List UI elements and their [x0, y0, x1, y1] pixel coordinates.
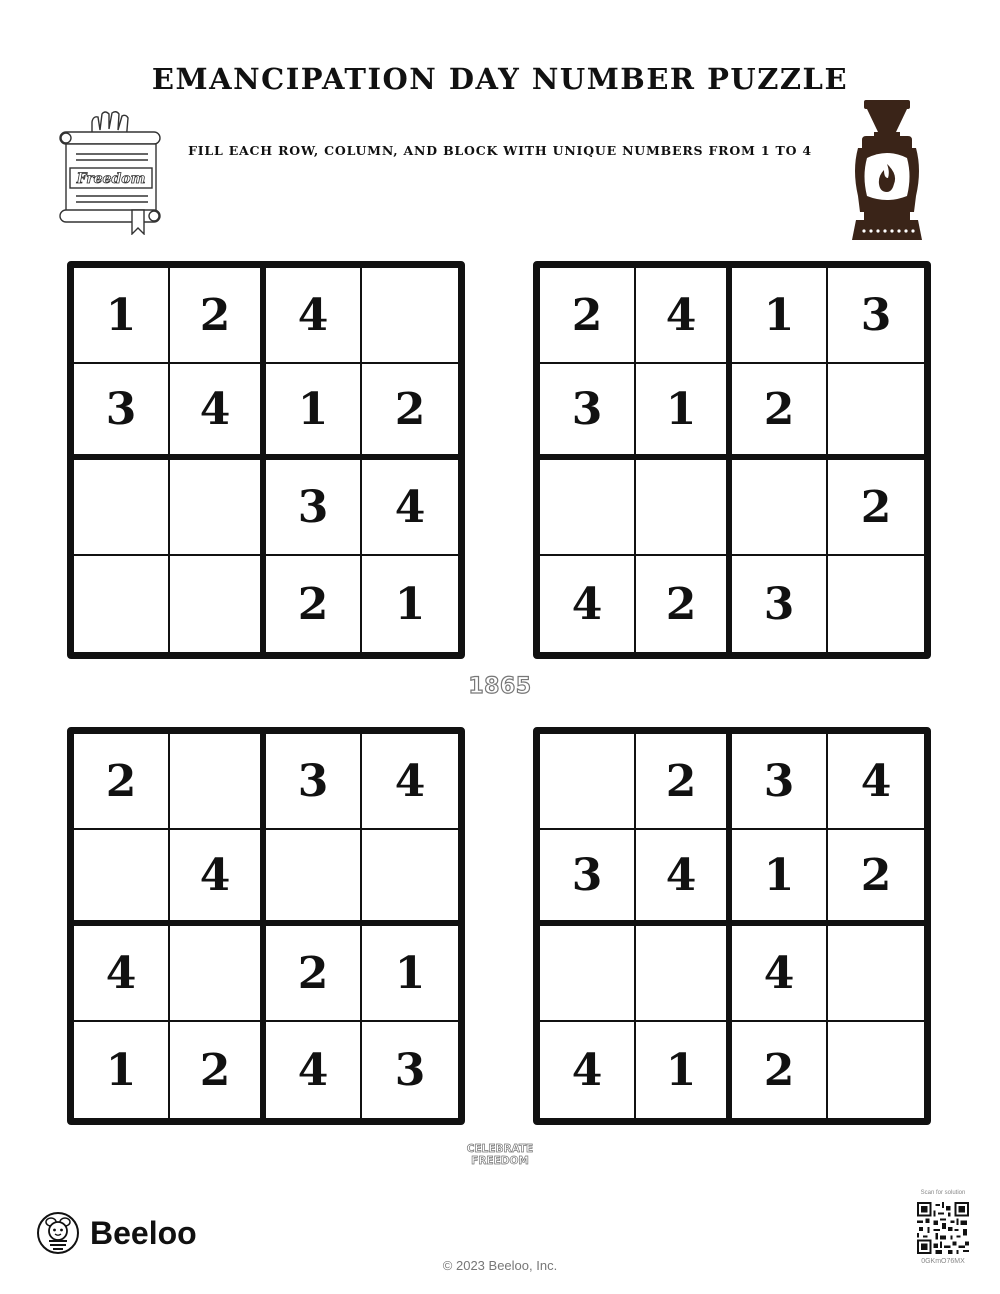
- grid-cell[interactable]: [828, 1022, 924, 1118]
- grid-cell[interactable]: 3: [266, 460, 362, 556]
- grid-cell[interactable]: [540, 734, 636, 830]
- grid-cell[interactable]: 1: [362, 926, 458, 1022]
- lantern-icon: [852, 100, 922, 246]
- grid-cell[interactable]: 2: [362, 364, 458, 460]
- grid-cell[interactable]: 1: [636, 364, 732, 460]
- grid-cell[interactable]: [540, 926, 636, 1022]
- grid-cell[interactable]: 4: [732, 926, 828, 1022]
- qr-code-icon[interactable]: [917, 1202, 969, 1254]
- grid-cell[interactable]: 1: [74, 268, 170, 364]
- grid-cell[interactable]: 4: [540, 1022, 636, 1118]
- brand-logo[interactable]: [36, 1211, 197, 1255]
- brand-name: Beeloo: [90, 1214, 197, 1251]
- grid-cell[interactable]: 2: [636, 734, 732, 830]
- grid-cell[interactable]: [170, 460, 266, 556]
- grid-cell[interactable]: 3: [540, 830, 636, 926]
- grid-cell[interactable]: [362, 830, 458, 926]
- grid-cell[interactable]: 4: [828, 734, 924, 830]
- grid-cell[interactable]: 1: [732, 268, 828, 364]
- grid-cell[interactable]: 4: [362, 460, 458, 556]
- grid-cell[interactable]: [74, 460, 170, 556]
- scroll-label: Freedom: [76, 171, 146, 187]
- instructions: FILL EACH ROW, COLUMN, AND BLOCK WITH UNIQUE NUMBERS FROM 1 TO 4: [188, 143, 812, 158]
- grid-cell[interactable]: 2: [266, 926, 362, 1022]
- grid-cell[interactable]: 1: [636, 1022, 732, 1118]
- copyright: © 2023 Beeloo, Inc.: [442, 1258, 558, 1273]
- grid-cell[interactable]: 2: [540, 268, 636, 364]
- sudoku-grid-1: [67, 261, 465, 659]
- grid-cell[interactable]: 4: [170, 830, 266, 926]
- grid-cell[interactable]: 4: [266, 1022, 362, 1118]
- grid-cell[interactable]: 3: [394, 1044, 426, 1096]
- grid-cell[interactable]: 4: [636, 268, 732, 364]
- grid-cell[interactable]: [170, 556, 266, 652]
- grid-cell[interactable]: [732, 460, 828, 556]
- grid-cell[interactable]: 3: [732, 556, 828, 652]
- grid-cell[interactable]: 2: [636, 556, 732, 652]
- grid-cell[interactable]: 2: [828, 830, 924, 926]
- grid-cell[interactable]: 4: [540, 556, 636, 652]
- grid-cell[interactable]: [540, 460, 636, 556]
- celebrate-line-2: FREEDOM: [471, 1155, 529, 1167]
- grid-cell[interactable]: 4: [636, 830, 732, 926]
- page-title: EMANCIPATION DAY NUMBER PUZZLE: [151, 62, 849, 96]
- grid-cell[interactable]: 2: [732, 1022, 828, 1118]
- grid-cell[interactable]: [74, 830, 170, 926]
- year-label: 1865: [468, 674, 532, 699]
- grid-cell[interactable]: [170, 926, 266, 1022]
- grid-cell[interactable]: 1: [266, 364, 362, 460]
- grid-cell[interactable]: 2: [170, 1022, 266, 1118]
- qr-caption: Scan for solution: [920, 1190, 966, 1196]
- celebrate-line-1: CELEBRATE: [466, 1143, 534, 1155]
- grid-cell[interactable]: 2: [170, 268, 266, 364]
- grid-cell[interactable]: 4: [362, 734, 458, 830]
- celebrate-freedom-label: [0, 1143, 1000, 1167]
- grid-cell[interactable]: 3: [266, 734, 362, 830]
- grid-cell[interactable]: 1: [732, 830, 828, 926]
- grid-cell[interactable]: [266, 830, 362, 926]
- freedom-scroll-icon: [52, 110, 167, 235]
- grid-cell[interactable]: [828, 364, 924, 460]
- grid-cell[interactable]: 3: [732, 734, 828, 830]
- grid-cell[interactable]: [362, 268, 458, 364]
- grid-cell[interactable]: [828, 926, 924, 1022]
- grid-cell[interactable]: 4: [74, 926, 170, 1022]
- grid-cell[interactable]: [74, 556, 170, 652]
- bee-icon: [36, 1211, 80, 1255]
- sudoku-grid-3: [67, 727, 465, 1125]
- grid-cell[interactable]: 2: [732, 364, 828, 460]
- grid-cell[interactable]: 4: [170, 364, 266, 460]
- sudoku-grid-2: [533, 261, 931, 659]
- grid-cell[interactable]: 4: [266, 268, 362, 364]
- grid-cell[interactable]: [636, 926, 732, 1022]
- grid-cell[interactable]: 1: [74, 1022, 170, 1118]
- grid-cell[interactable]: 2: [828, 460, 924, 556]
- grid-cell[interactable]: [636, 460, 732, 556]
- grid-cell[interactable]: [170, 734, 266, 830]
- sudoku-grid-4: [533, 727, 931, 1125]
- grid-cell[interactable]: 2: [266, 556, 362, 652]
- grid-cell[interactable]: 3: [828, 268, 924, 364]
- grid-cell[interactable]: 3: [540, 364, 636, 460]
- qr-code-id: 0GKmO76MX: [921, 1258, 965, 1265]
- grid-cell[interactable]: 1: [394, 578, 426, 630]
- grid-cell[interactable]: 3: [74, 364, 170, 460]
- grid-cell[interactable]: 2: [74, 734, 170, 830]
- grid-cell[interactable]: [828, 556, 924, 652]
